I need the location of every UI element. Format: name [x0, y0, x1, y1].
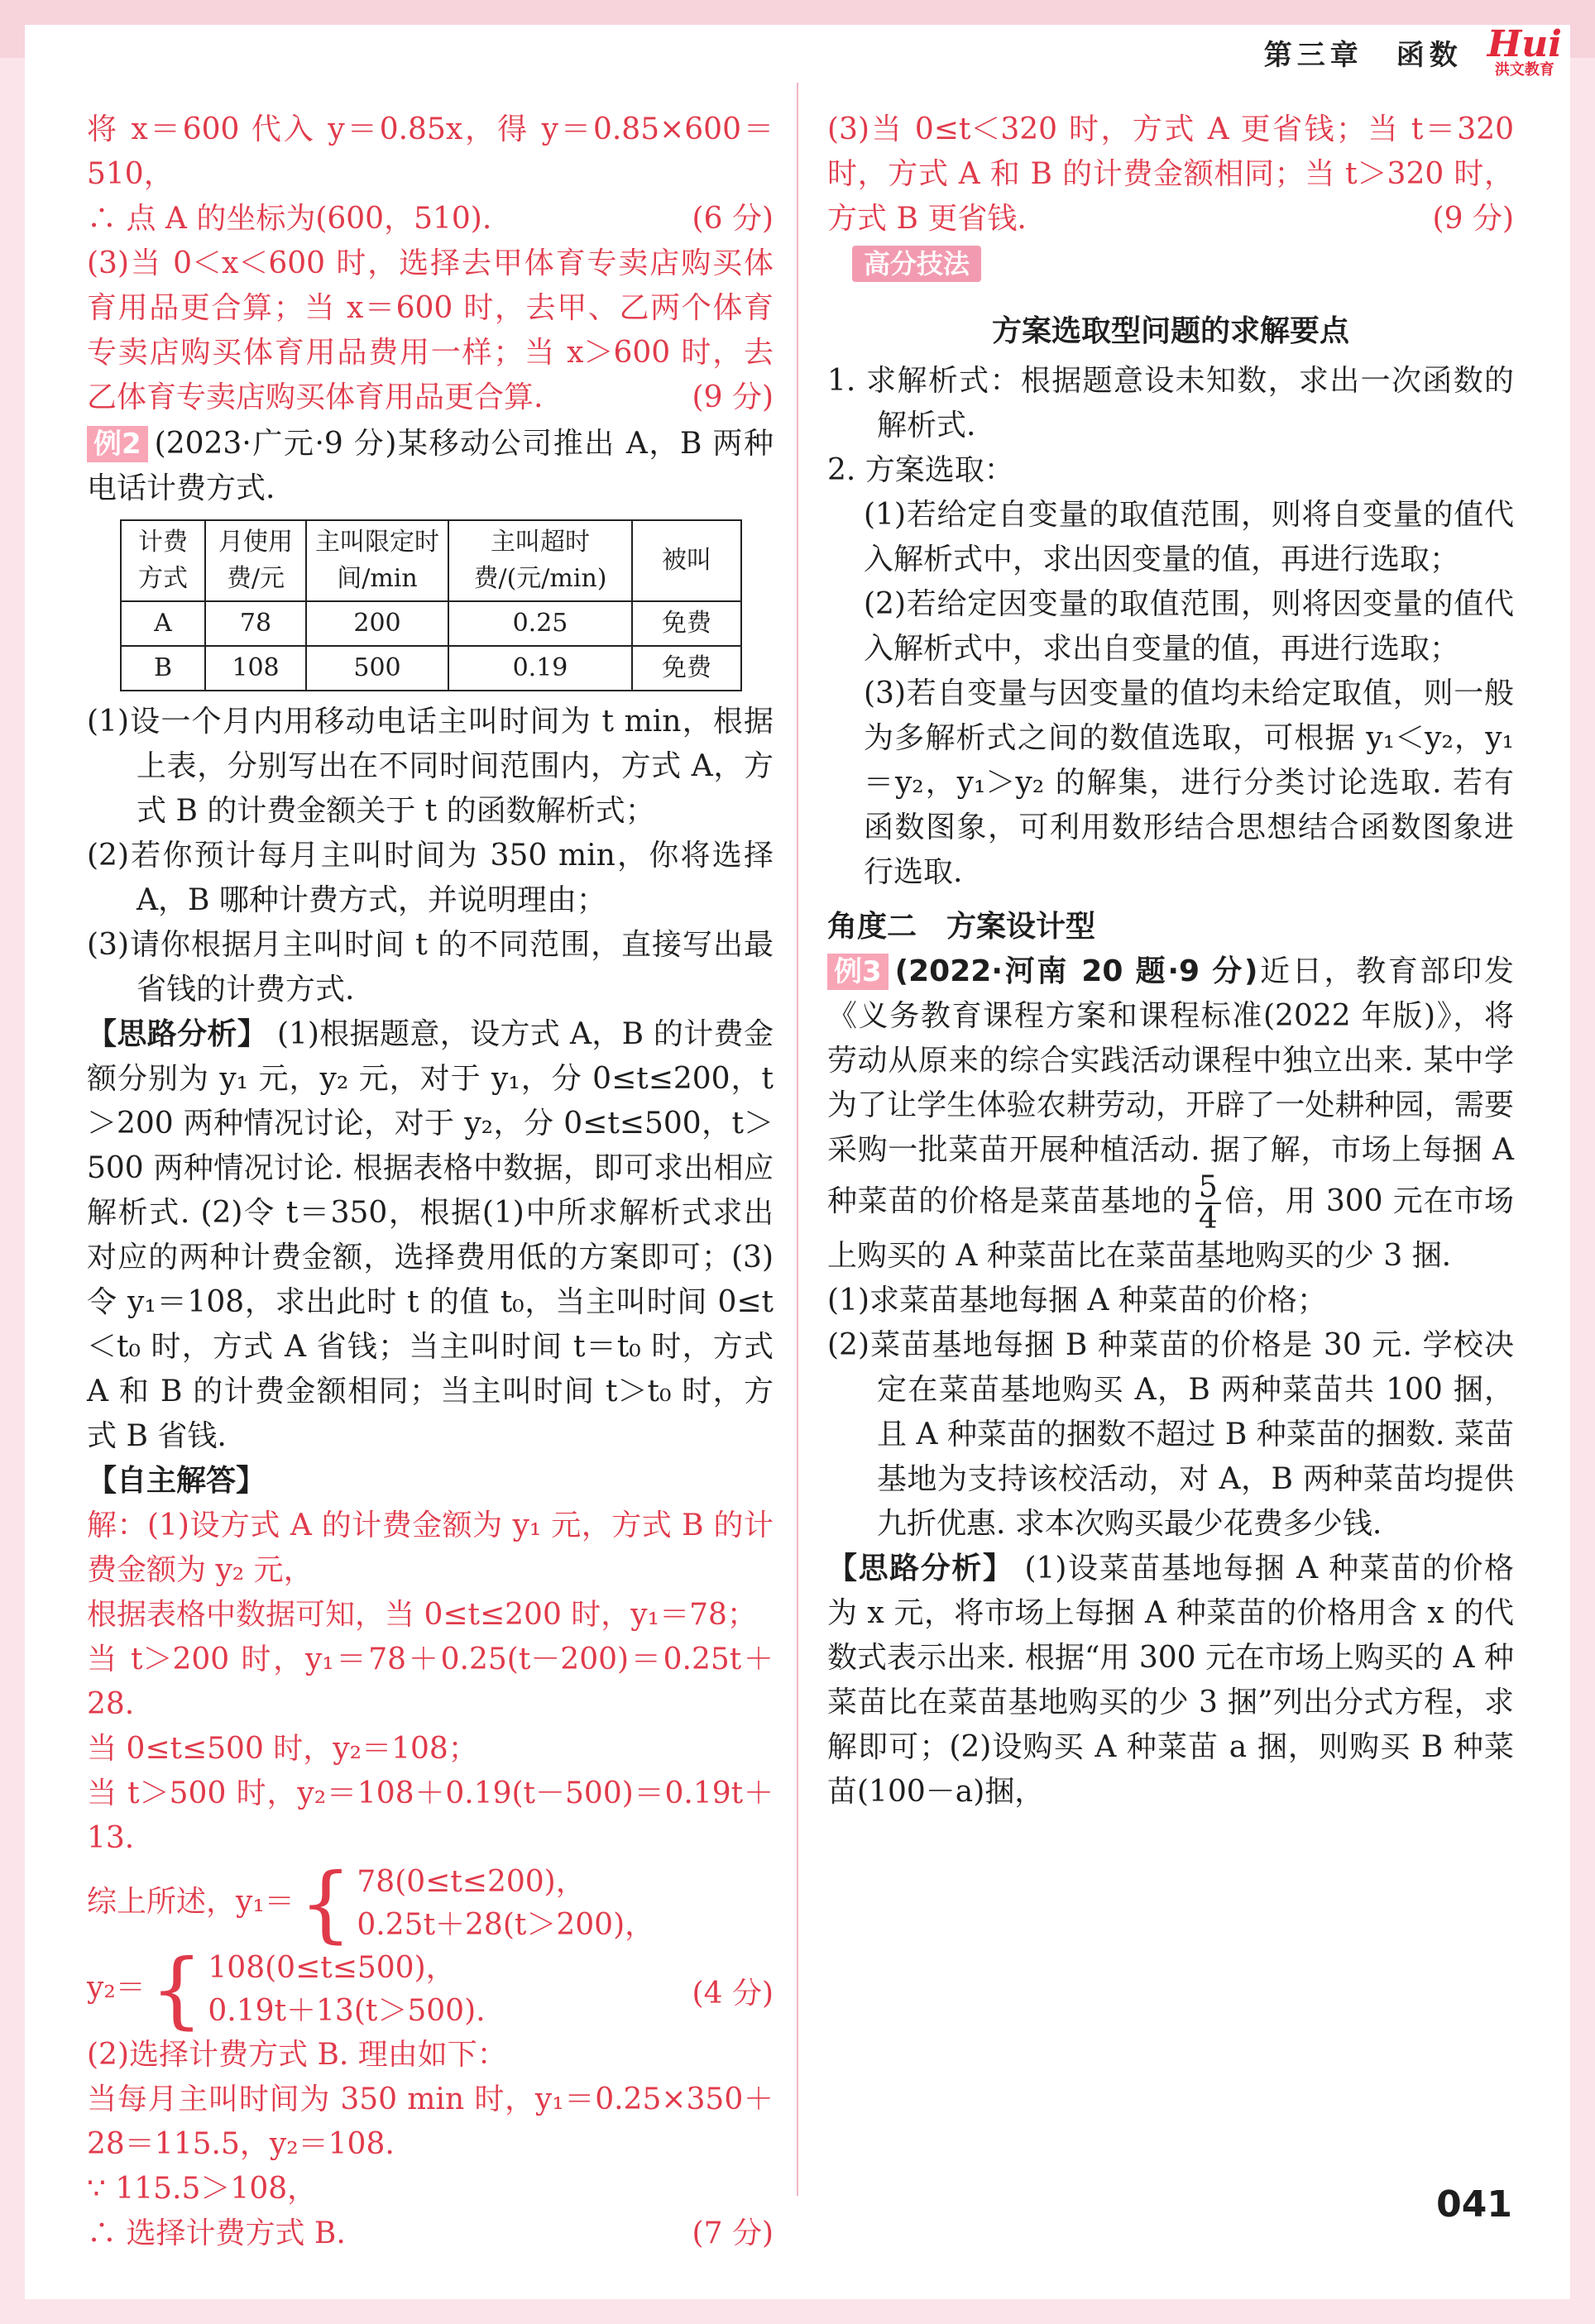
- answer-line: (3)当 0＜x＜600 时，选择去甲体育专卖店购买体育用品更合算；当 x＝600 时，去甲、乙两个体育专卖店购买体育用品费用一样；当 x＞600 时，去乙体育专卖店购买体育用品更合算. (9 分): [87, 241, 774, 420]
- table-cell: 0.25: [448, 601, 632, 646]
- solution-line: (2)选择计费方式 B. 理由如下：: [87, 2038, 507, 2072]
- question-1: (1)设一个月内用移动电话主叫时间为 t min，根据上表，分别写出在不同时间范围内，方式 A，方式 B 的计费金额关于 t 的函数解析式；: [87, 705, 774, 828]
- publisher-logo: [1487, 23, 1562, 79]
- table-cell: 免费: [632, 601, 741, 646]
- skill-point-1: 1. 求解析式：根据题意设未知数，求出一次函数的解析式.: [827, 364, 1514, 442]
- score: (4 分): [692, 1977, 774, 2011]
- piecewise-y2: y₂＝ { 108(0≤t≤500)， 0.19t＋13(t＞500). (4 分): [87, 1941, 774, 2038]
- question-2: (2)菜苗基地每捆 B 种菜苗的价格是 30 元. 学校决定在菜苗基地购买 A，B 两种菜苗共 100 捆，且 A 种菜苗的捆数不超过 B 种菜苗的捆数. 菜苗基地为支持该校活动，对 A，B 两种菜苗均提供九折优惠. 求本次购买最少花费多少钱.: [827, 1328, 1514, 1541]
- table-cell: B: [121, 646, 205, 691]
- table-cell: 200: [306, 601, 448, 646]
- piecewise-y1: 综上所述，y₁＝ { 78(0≤t≤200)， 0.25t＋28(t＞200)，: [87, 1855, 655, 1952]
- solution-line: 当 0≤t≤500 时，y₂＝108；: [87, 1732, 478, 1766]
- table-header-cell: 月使用费/元: [205, 520, 306, 601]
- example-tag: 例2: [87, 426, 148, 462]
- solution-line: 当 t＞200 时，y₁＝78＋0.25(t－200)＝0.25t＋28.: [87, 1643, 774, 1721]
- answer-line: ∴ 点 A 的坐标为(600，510). (6 分): [87, 197, 774, 241]
- analysis: 【思路分析】 (1)设菜苗基地每捆 A 种菜苗的价格为 x 元，将市场上每捆 A 种菜苗的价格用含 x 的代数式表示出来. 根据“用 300 元在市场上购买的 A 种菜苗比在菜苗基地购买的少 3 捆”列出分式方程，求解即可；(2)设购买 A 种菜苗 a 捆，则购买 B 种菜苗(100－a)捆，: [827, 1552, 1514, 1809]
- logo-mark: Hui: [1487, 23, 1562, 65]
- analysis-title: 【思路分析】: [827, 1552, 1014, 1585]
- table-cell: 500: [306, 646, 448, 691]
- table-cell: 78: [205, 601, 306, 646]
- skill-point-2: 2. 方案选取：: [827, 453, 1014, 487]
- fraction: $\frac{5}{4}$: [1195, 1173, 1221, 1234]
- skill-point-2c: (3)若自变量与因变量的值均未给定取值，则一般为多解析式之间的数值选取，可根据 y₁＜y₂，y₁＝y₂，y₁＞y₂ 的解集，进行分类讨论选取. 若有函数图象，可利用数形结合思想结合函数图象进行选取.: [864, 677, 1514, 889]
- example-3: 例3 (2022·河南 20 题·9 分)近日，教育部印发《义务教育课程方案和课程标准(2022 年版)》，将劳动从原来的综合实践活动课程中独立出来. 某中学为了让学生体验农耕劳动，开辟了一处耕种园，需要采购一批菜苗开展种植活动. 据了解，市场上每捆 A 种菜苗的价格是菜苗基地的 $\frac{5}{4}$ 倍，用 300 元在市场上购买的 A 种菜苗比在菜苗基地购买的少 3 捆.: [827, 954, 1514, 1273]
- example-tag: 例3: [827, 954, 889, 990]
- score: (7 分): [692, 2216, 774, 2250]
- analysis-title: 【思路分析】: [87, 1017, 268, 1051]
- table-cell: 108: [205, 646, 306, 691]
- score: (6 分): [692, 202, 774, 236]
- answer-line: 将 x＝600 代入 y＝0.85x，得 y＝0.85×600＝510，: [87, 112, 774, 191]
- skill-tag: 高分技法: [852, 246, 981, 282]
- solution-line: ∵ 115.5＞108，: [87, 2172, 318, 2206]
- question-1: (1)求菜苗基地每捆 A 种菜苗的价格；: [827, 1284, 1327, 1317]
- skill-point-2b: (2)若给定因变量的取值范围，则将因变量的值代入解析式中，求出自变量的值，再进行选取；: [864, 587, 1514, 666]
- solve-title: 【自主解答】: [87, 1464, 266, 1498]
- column-divider: [797, 83, 798, 2196]
- question-3: (3)请你根据月主叫时间 t 的不同范围，直接写出最省钱的计费方式.: [87, 928, 774, 1007]
- table-header-row: [121, 520, 741, 601]
- page-number: 041: [1436, 2183, 1512, 2226]
- table-header-cell: 主叫限定时间/min: [306, 520, 448, 601]
- logo-brand: 洪文教育: [1494, 61, 1554, 79]
- page-header: [1264, 23, 1562, 81]
- solution-line: ∴ 选择计费方式 B. (7 分): [87, 2212, 774, 2256]
- solution-line: 当每月主叫时间为 350 min 时，y₁＝0.25×350＋28＝115.5，y₂＝108.: [87, 2083, 774, 2161]
- solution-line: 解：(1)设方式 A 的计费金额为 y₁ 元，方式 B 的计费金额为 y₂ 元，: [87, 1509, 774, 1587]
- table-header-cell: 计费方式: [121, 520, 205, 601]
- skill-tag-wrap: [827, 241, 1514, 286]
- score: (9 分): [692, 380, 774, 414]
- analysis: 【思路分析】 (1)根据题意，设方式 A，B 的计费金额分别为 y₁ 元，y₂ 元，对于 y₁，分 0≤t≤200，t＞200 两种情况讨论，对于 y₂，分 0≤t≤500，t＞500 两种情况讨论. 根据表格中数据，即可求出相应解析式. (2)令 t＝350，根据(1)中所求解析式求出对应的两种计费金额，选择费用低的方案即可；(3)令 y₁＝108，求出此时 t 的值 t₀，当主叫时间 0≤t＜t₀ 时，方式 A 省钱；当主叫时间 t＝t₀ 时，方式 A 和 B 的计费金额相同；当主叫时间 t＞t₀ 时，方式 B 省钱.: [87, 1017, 774, 1453]
- solution-line: 当 t＞500 时，y₂＝108＋0.19(t－500)＝0.19t＋13.: [87, 1776, 774, 1855]
- chapter-title: 第三章 函数: [1263, 38, 1463, 72]
- answer-line: (3)当 0≤t＜320 时，方式 A 更省钱；当 t＝320 时，方式 A 和 B 的计费金额相同；当 t＞320 时，方式 B 更省钱. (9 分): [827, 108, 1514, 241]
- skill-title: 方案选取型问题的求解要点: [991, 314, 1349, 348]
- table-cell: 免费: [632, 646, 741, 691]
- solution-line: 根据表格中数据可知，当 0≤t≤200 时，y₁＝78；: [87, 1598, 757, 1632]
- fee-table: [120, 519, 742, 691]
- question-2: (2)若你预计每月主叫时间为 350 min，你将选择 A，B 哪种计费方式，并说明理由；: [87, 839, 774, 917]
- score: (9 分): [1432, 202, 1514, 236]
- table-row: [121, 601, 741, 646]
- table-header-cell: 主叫超时费/(元/min): [448, 520, 632, 601]
- right-column: [827, 108, 1514, 1815]
- table-cell: 0.19: [448, 646, 632, 691]
- left-column: [87, 108, 774, 2256]
- example-2: 例2 (2023·广元·9 分)某移动公司推出 A，B 两种电话计费方式.: [87, 427, 774, 505]
- angle-title: 角度二 方案设计型: [827, 910, 1096, 944]
- table-cell: A: [121, 601, 205, 646]
- table-header-cell: 被叫: [632, 520, 741, 601]
- skill-point-2a: (1)若给定自变量的取值范围，则将自变量的值代入解析式中，求出因变量的值，再进行选取；: [864, 498, 1514, 576]
- table-row: [121, 646, 741, 691]
